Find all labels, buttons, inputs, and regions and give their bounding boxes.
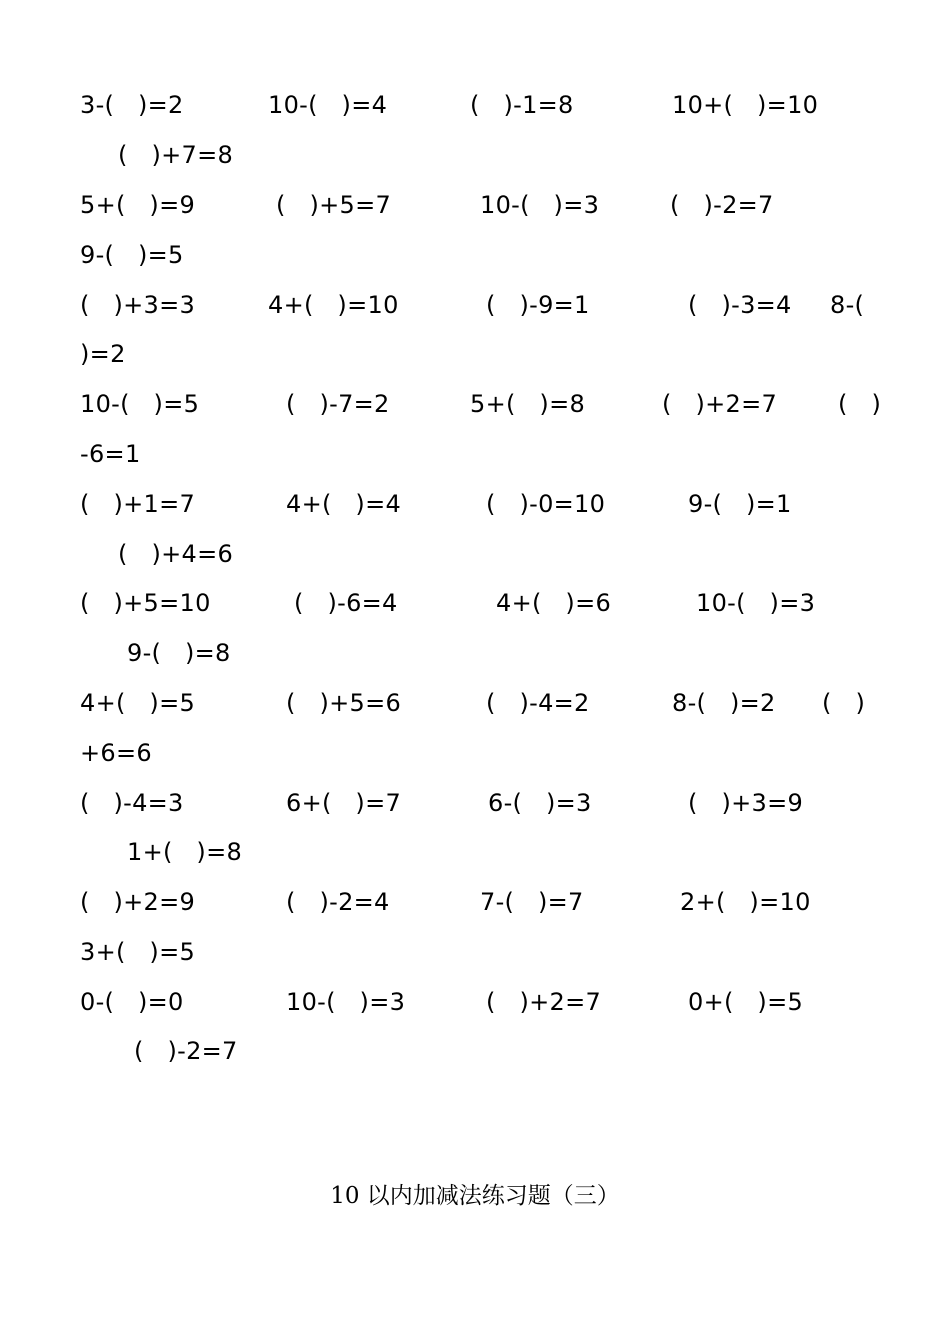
math-problem: 3+( )=5	[80, 938, 196, 966]
math-problem: ( )-6=4	[294, 589, 398, 617]
math-problem: 5+( )=9	[80, 191, 196, 219]
math-problem: ( )-2=4	[286, 888, 390, 916]
math-problem: ( )+4=6	[118, 540, 234, 568]
math-problem: ( )-4=2	[486, 689, 590, 717]
problem-line	[0, 285, 950, 325]
problem-line	[0, 633, 950, 673]
math-problem: 9-( )=5	[80, 241, 184, 269]
math-problem: 1+( )=8	[127, 838, 243, 866]
math-problem: 10-( )=3	[286, 988, 406, 1016]
math-problem: ( )	[838, 390, 882, 418]
math-problem: ( )+5=7	[276, 191, 392, 219]
math-problem: ( )+1=7	[80, 490, 196, 518]
problem-line	[0, 982, 950, 1022]
math-problem: +6=6	[80, 739, 152, 767]
problem-line	[0, 135, 950, 175]
math-problem: 4+( )=5	[80, 689, 196, 717]
math-problem: ( )+5=10	[80, 589, 211, 617]
problem-line	[0, 783, 950, 823]
problem-line	[0, 683, 950, 723]
math-problem: 5+( )=8	[470, 390, 586, 418]
problem-line	[0, 85, 950, 125]
math-problem: 8-( )=2	[672, 689, 776, 717]
math-problem: ( )-4=3	[80, 789, 184, 817]
problem-line	[0, 932, 950, 972]
math-problem: 0+( )=5	[688, 988, 804, 1016]
math-problem: 10-( )=4	[268, 91, 388, 119]
math-problem: 8-(	[830, 291, 865, 319]
math-problem: ( )+3=9	[688, 789, 804, 817]
math-problem: 2+( )=10	[680, 888, 811, 916]
problem-line	[0, 434, 950, 474]
math-problem: 4+( )=4	[286, 490, 402, 518]
math-problem: ( )+5=6	[286, 689, 402, 717]
problem-line	[0, 235, 950, 275]
math-problem: 10-( )=3	[480, 191, 600, 219]
math-problem: 9-( )=8	[127, 639, 231, 667]
math-problem: 3-( )=2	[80, 91, 184, 119]
math-problem: 10-( )=5	[80, 390, 200, 418]
math-problem: 6-( )=3	[488, 789, 592, 817]
math-problem: ( )-2=7	[670, 191, 774, 219]
math-problem: ( )+2=7	[486, 988, 602, 1016]
math-problem: ( )+7=8	[118, 141, 234, 169]
math-problem: 10+( )=10	[672, 91, 819, 119]
math-problem: ( )-3=4	[688, 291, 792, 319]
section-title: 10 以内加减法练习题（三）	[330, 1183, 620, 1209]
problem-line	[0, 733, 950, 773]
problem-line	[0, 334, 950, 374]
math-problem: 4+( )=10	[268, 291, 399, 319]
math-problem: 9-( )=1	[688, 490, 792, 518]
math-problem: ( )	[822, 689, 866, 717]
math-problem: ( )+2=9	[80, 888, 196, 916]
problem-line	[0, 583, 950, 623]
problem-line	[0, 1031, 950, 1071]
problem-line	[0, 185, 950, 225]
math-problem: ( )-2=7	[134, 1037, 238, 1065]
math-problem: ( )+3=3	[80, 291, 196, 319]
math-problem: 10-( )=3	[696, 589, 816, 617]
math-problem: 7-( )=7	[480, 888, 584, 916]
math-problem: ( )-0=10	[486, 490, 606, 518]
math-problem: 0-( )=0	[80, 988, 184, 1016]
problem-line	[0, 534, 950, 574]
problem-line	[0, 832, 950, 872]
math-problem: ( )+2=7	[662, 390, 778, 418]
problem-line	[0, 882, 950, 922]
problem-line	[0, 484, 950, 524]
math-problem: -6=1	[80, 440, 141, 468]
problem-line	[0, 384, 950, 424]
math-problem: 4+( )=6	[496, 589, 612, 617]
math-problem: 6+( )=7	[286, 789, 402, 817]
math-problem: ( )-1=8	[470, 91, 574, 119]
math-problem: ( )-9=1	[486, 291, 590, 319]
math-problem: )=2	[80, 340, 126, 368]
math-problem: ( )-7=2	[286, 390, 390, 418]
